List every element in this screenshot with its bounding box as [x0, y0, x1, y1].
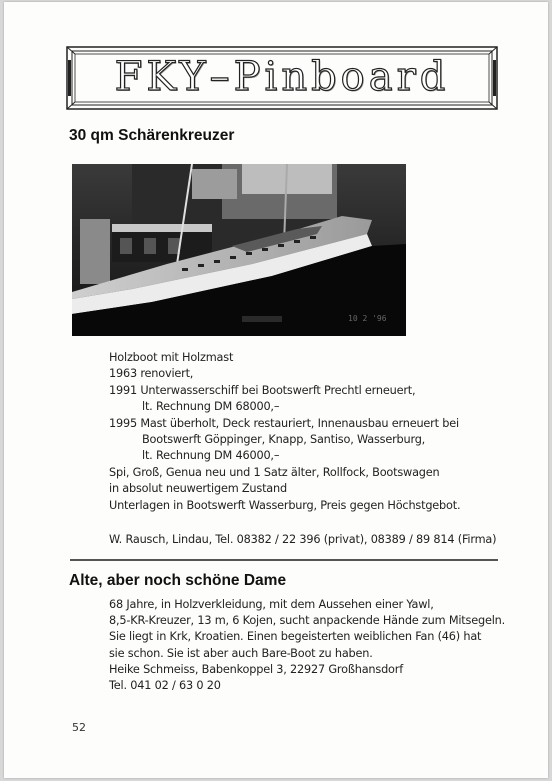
ad1-line: Spi, Groß, Genua neu und 1 Satz älter, Rollfock, Bootswagen [109, 465, 440, 479]
ad1-line: 1963 renoviert, [109, 367, 194, 381]
ad2-line: Heike Schmeiss, Babenkoppel 3, 22927 Großhansdorf [109, 662, 403, 676]
magazine-page [4, 2, 548, 778]
page-number: 52 [72, 721, 86, 734]
ad1-line: 1991 Unterwasserschiff bei Bootswerft Prechtl erneuert, [109, 383, 416, 397]
ad1-line: Unterlagen in Bootswerft Wasserburg, Preis gegen Höchstgebot. [109, 498, 461, 512]
ad2-heading: Alte, aber noch schöne Dame [69, 572, 287, 589]
boat-photo [72, 164, 406, 336]
ad2-description [109, 597, 509, 694]
ad2-line: Sie liegt in Krk, Kroatien. Einen begeisterten weiblichen Fan (46) hat [109, 630, 482, 644]
ad1-line: in absolut neuwertigem Zustand [109, 482, 287, 496]
section-divider [70, 559, 498, 561]
ad2-line: Tel. 041 02 / 63 0 20 [109, 679, 221, 693]
ad2-line: 8,5-KR-Kreuzer, 13 m, 6 Kojen, sucht anpackende Hände zum Mitsegeln. [109, 614, 505, 628]
ad1-description [109, 350, 509, 514]
ad1-line: lt. Rechnung DM 68000,– [142, 400, 280, 414]
ad1-line: 1995 Mast überholt, Deck restauriert, Innenausbau erneuert bei [109, 416, 459, 430]
ad1-heading: 30 qm Schärenkreuzer [69, 127, 235, 144]
ad1-line: Holzboot mit Holzmast [109, 351, 234, 364]
ad2-line: sie schon. Sie ist aber auch Bare-Boot zu haben. [109, 646, 373, 660]
banner-title: FKY–Pinboard [114, 54, 450, 100]
sailboat-image [72, 164, 406, 336]
ad2-line: 68 Jahre, in Holzverkleidung, mit dem Aussehen einer Yawl, [109, 598, 434, 611]
pinboard-banner [66, 46, 498, 110]
ad1-line: lt. Rechnung DM 46000,– [142, 449, 280, 463]
ad1-line: Bootswerft Göppinger, Knapp, Santiso, Wasserburg, [142, 433, 426, 447]
ad1-contact: W. Rausch, Lindau, Tel. 08382 / 22 396 (privat), 08389 / 89 814 (Firma) [109, 533, 497, 546]
photo-date-stamp: 10 2 '96 [348, 314, 387, 323]
